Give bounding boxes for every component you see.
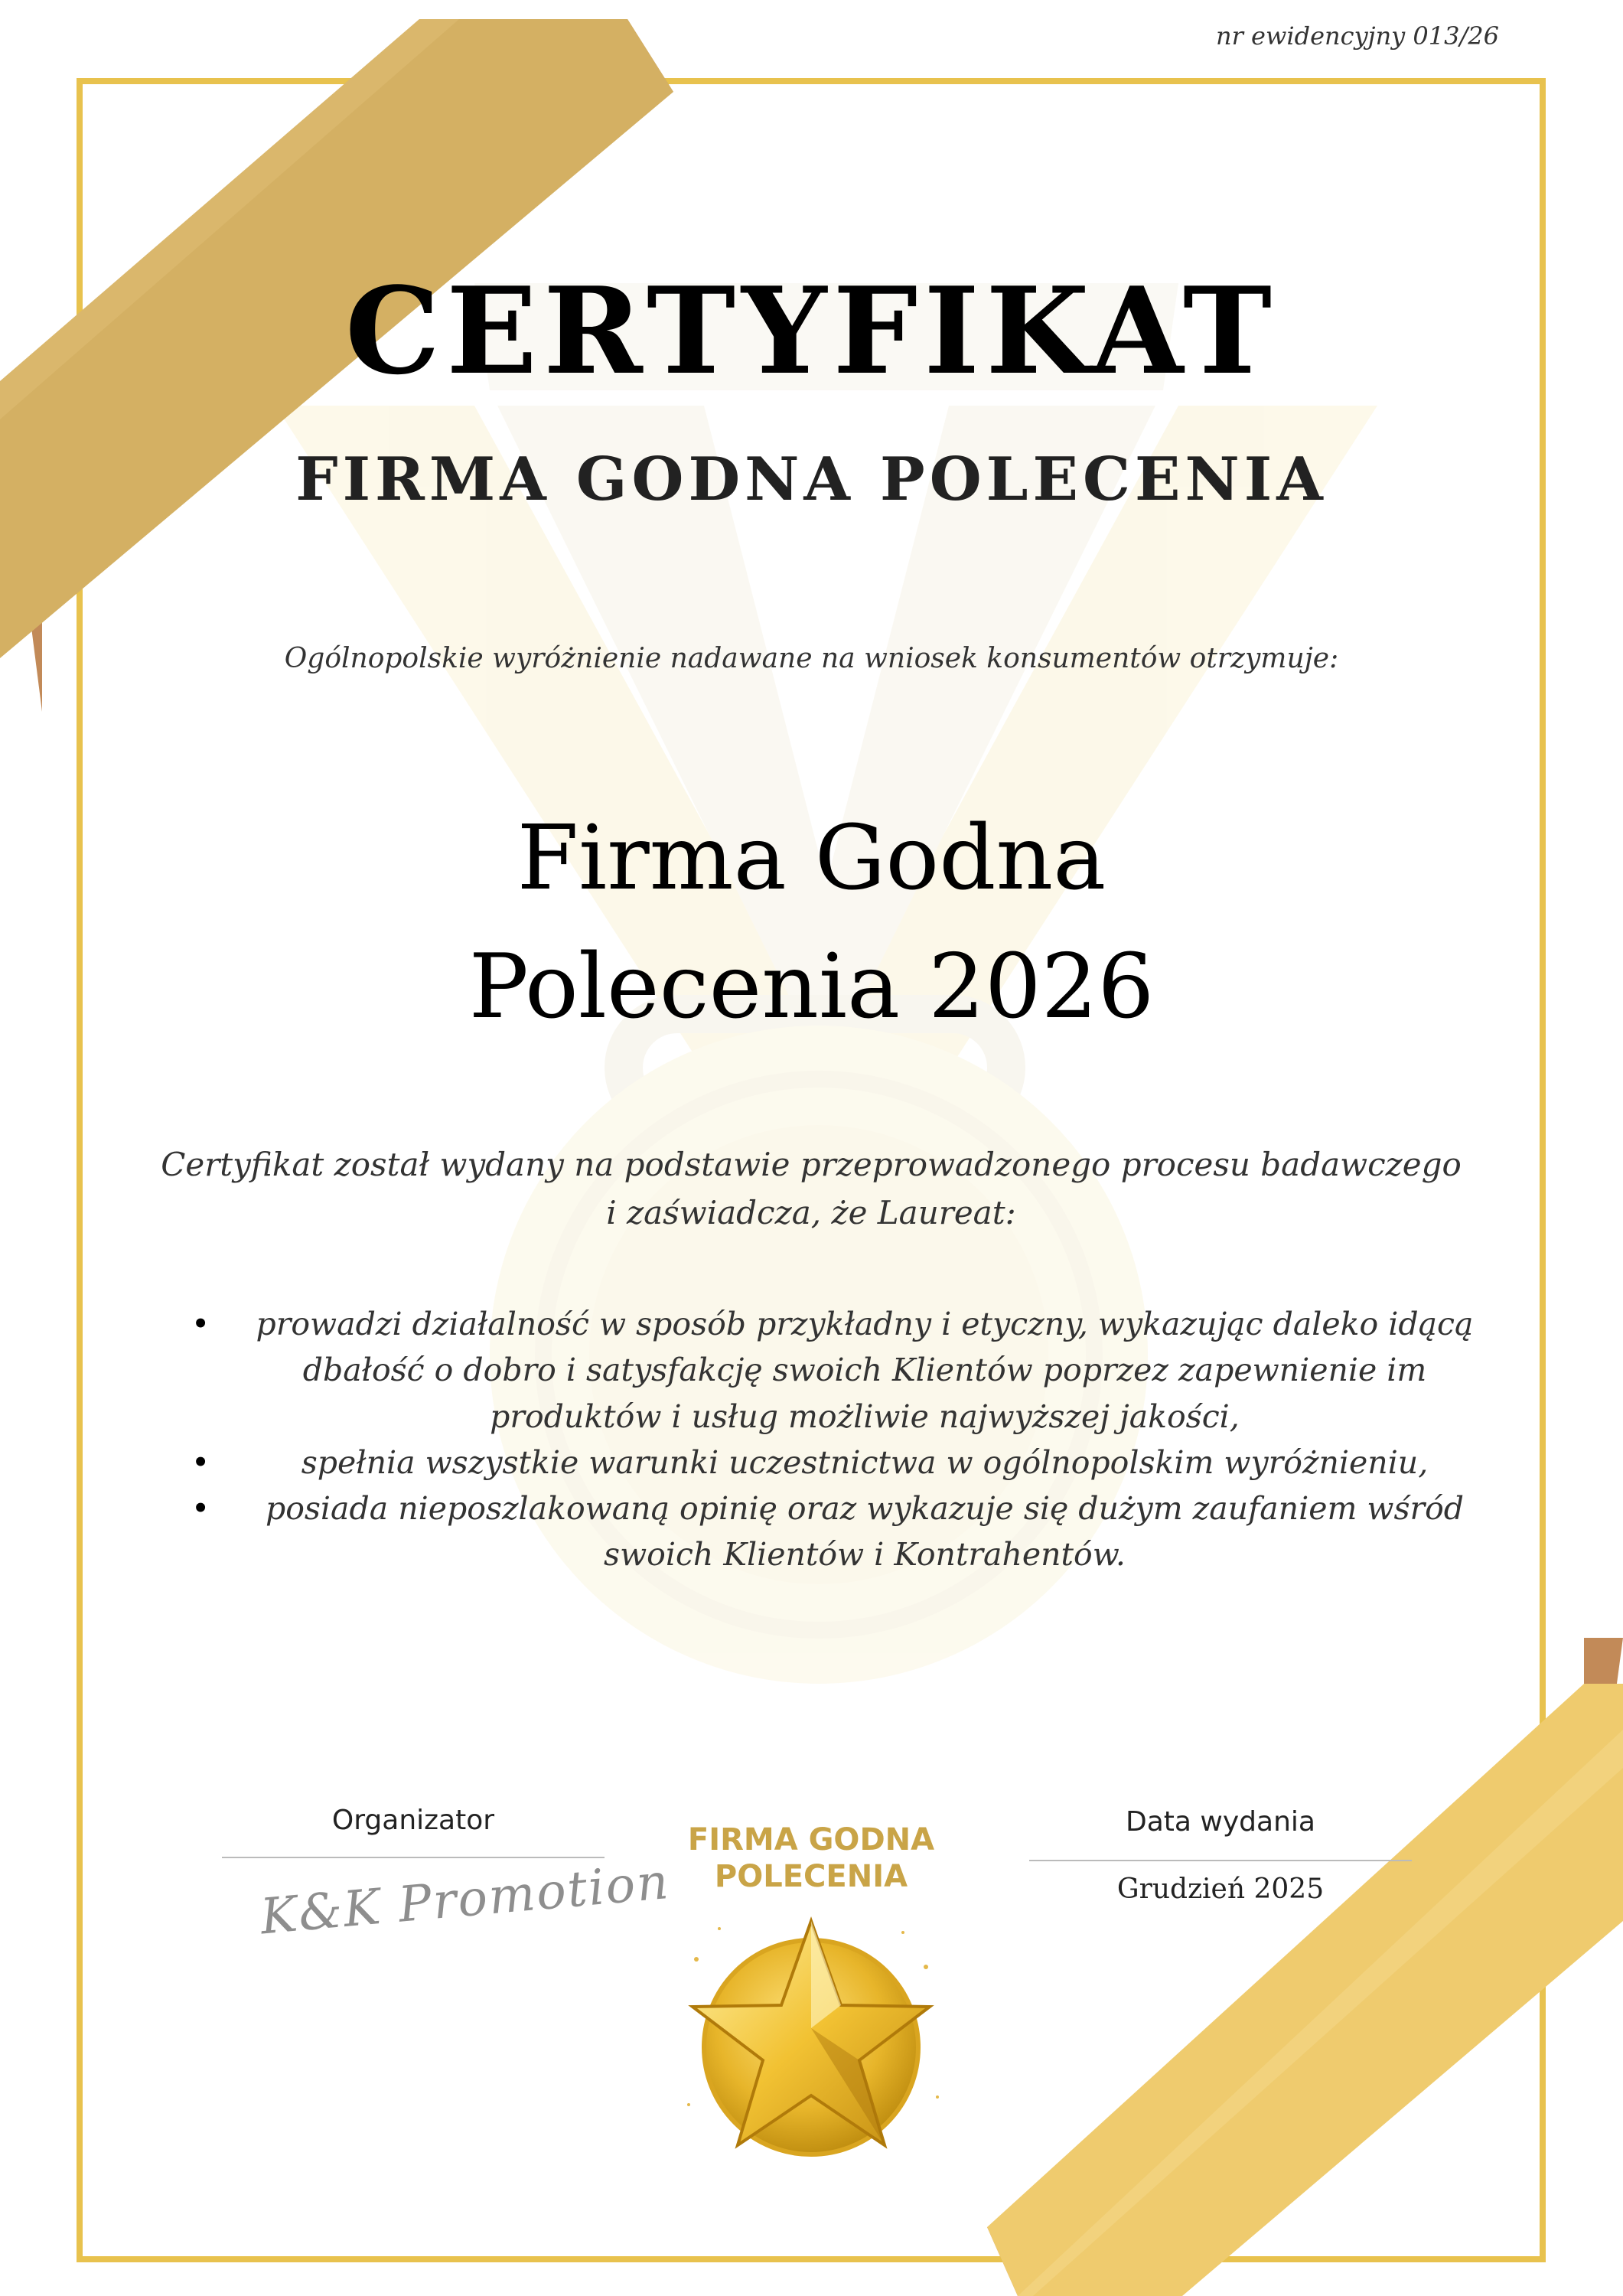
ribbon-bottom-right xyxy=(987,1615,1623,2296)
signature-text: K&K Promotion xyxy=(258,1853,673,1946)
certificate-title: CERTYFIKAT xyxy=(345,261,1278,401)
award-basis-line: Certyfikat został wydany na podstawie przeprowadzonego procesu badawczego xyxy=(161,1146,1462,1183)
award-basis xyxy=(138,1140,1484,1237)
awardee-name xyxy=(0,794,1623,1052)
awardee-name-line: Polecenia 2026 xyxy=(468,935,1155,1039)
awardee-name-line: Firma Godna xyxy=(517,807,1106,910)
list-item: • prowadzi działalność w sposób przykładny i etyczny, wykazując daleko idącą dbałość o dobro i satysfakcję swoich Klientów poprzez zapewnienie im produktów i usług możliwie najwyższej jakości, xyxy=(191,1301,1492,1440)
badge-title-line: POLECENIA xyxy=(714,1859,908,1894)
signature-image xyxy=(253,1844,673,1946)
issue-date-value: Grudzień 2025 xyxy=(1116,1874,1325,1905)
list-item: • posiada nieposzlakowaną opinię oraz wykazuje się dużym zaufaniem wśród swoich Klientów i Kontrahentów. xyxy=(191,1486,1492,1578)
certificate-subtitle: FIRMA GODNA POLECENIA xyxy=(295,445,1328,514)
issue-date-label: Data wydania xyxy=(1126,1806,1315,1838)
issue-date-line xyxy=(1029,1860,1412,1861)
award-criteria-list xyxy=(191,1301,1492,1578)
serial-number: nr ewidencyjny 013/26 xyxy=(1215,21,1499,51)
badge-title-line: FIRMA GODNA xyxy=(687,1822,935,1857)
award-basis-line: i zaświadcza, że Laureat: xyxy=(606,1194,1016,1231)
organizer-label: Organizator xyxy=(331,1805,495,1836)
badge-title xyxy=(658,1821,964,1895)
award-intro: Ogólnopolskie wyróżnienie nadawane na wniosek konsumentów otrzymuje: xyxy=(284,643,1339,674)
gold-star-medal-icon xyxy=(673,1913,949,2174)
list-item: • spełnia wszystkie warunki uczestnictwa w ogólnopolskim wyróżnieniu, xyxy=(191,1440,1492,1486)
